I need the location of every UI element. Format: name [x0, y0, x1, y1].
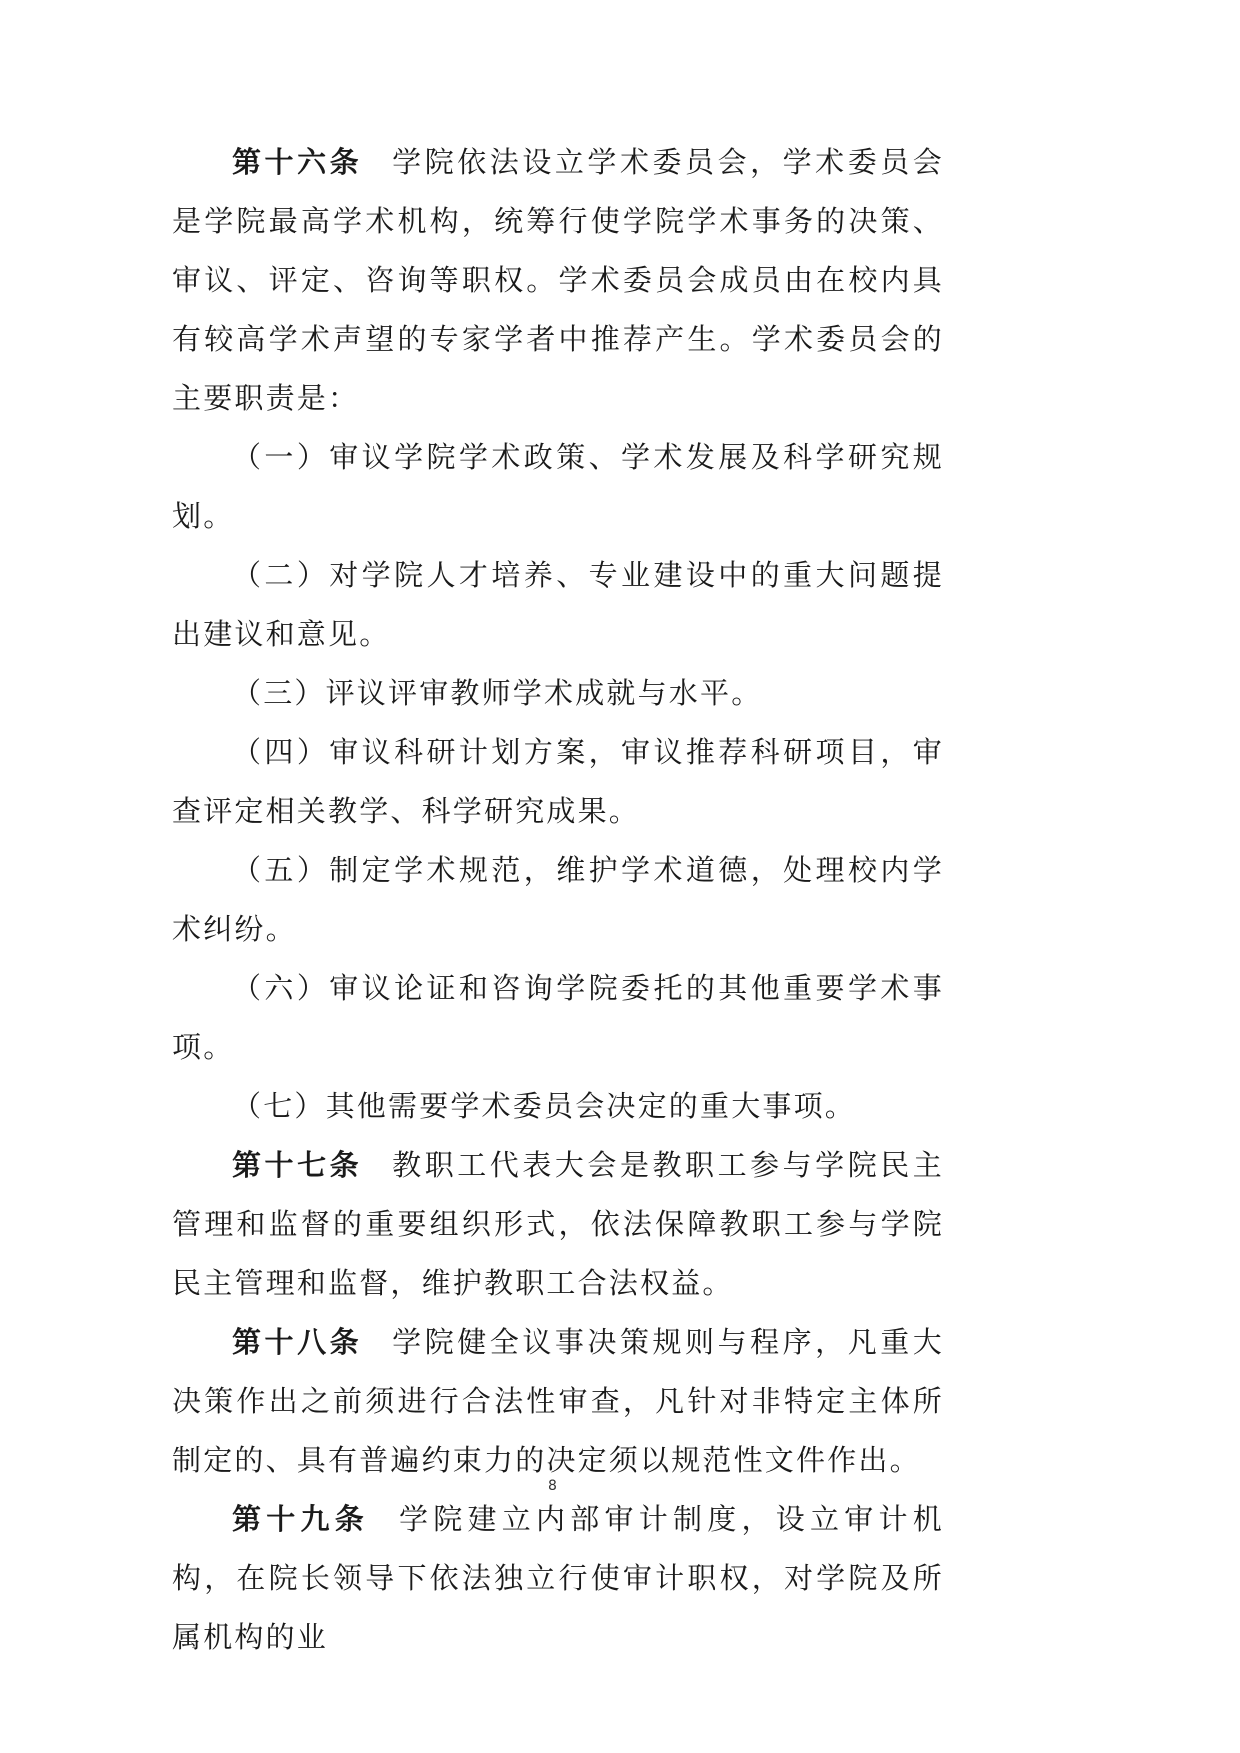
article-text: 学院依法设立学术委员会，学术委员会是学院最高学术机构，统筹行使学院学术事务的决策、审议、评定、咨询等职权。学术委员会成员由在校内具有较高学术声望的专家学者中推荐产生。学术委员会的主要职责是：	[172, 145, 944, 415]
article-18	[172, 1313, 944, 1490]
body-text	[172, 133, 944, 1667]
article-19	[172, 1490, 944, 1667]
article-text: 学院建立内部审计制度，设立审计机构，在院长领导下依法独立行使审计职权，对学院及所属机构的业	[172, 1502, 944, 1654]
article-16	[172, 133, 944, 428]
article-text: 学院健全议事决策规则与程序，凡重大决策作出之前须进行合法性审查，凡针对非特定主体所制定的、具有普遍约束力的决定须以规范性文件作出。	[172, 1325, 944, 1477]
article-17	[172, 1136, 944, 1313]
page-number: 8	[548, 1478, 557, 1494]
list-item-1: （一）审议学院学术政策、学术发展及科学研究规划。	[172, 440, 944, 533]
list-item-3: （三）评议评审教师学术成就与水平。	[232, 676, 763, 710]
list-item-4: （四）审议科研计划方案，审议推荐科研项目，审查评定相关教学、科学研究成果。	[172, 735, 944, 828]
list-item-6: （六）审议论证和咨询学院委托的其他重要学术事项。	[172, 971, 944, 1064]
article-number: 第十八条	[232, 1325, 363, 1359]
list-item-5: （五）制定学术规范，维护学术道德，处理校内学术纠纷。	[172, 853, 944, 946]
list-item-7: （七）其他需要学术委员会决定的重大事项。	[232, 1089, 857, 1123]
list-item-2: （二）对学院人才培养、专业建设中的重大问题提出建议和意见。	[172, 558, 944, 651]
article-number: 第十九条	[232, 1502, 370, 1536]
article-number: 第十七条	[232, 1148, 363, 1182]
article-text: 教职工代表大会是教职工参与学院民主管理和监督的重要组织形式，依法保障教职工参与学院民主管理和监督，维护教职工合法权益。	[172, 1148, 944, 1300]
article-number: 第十六条	[232, 145, 363, 179]
